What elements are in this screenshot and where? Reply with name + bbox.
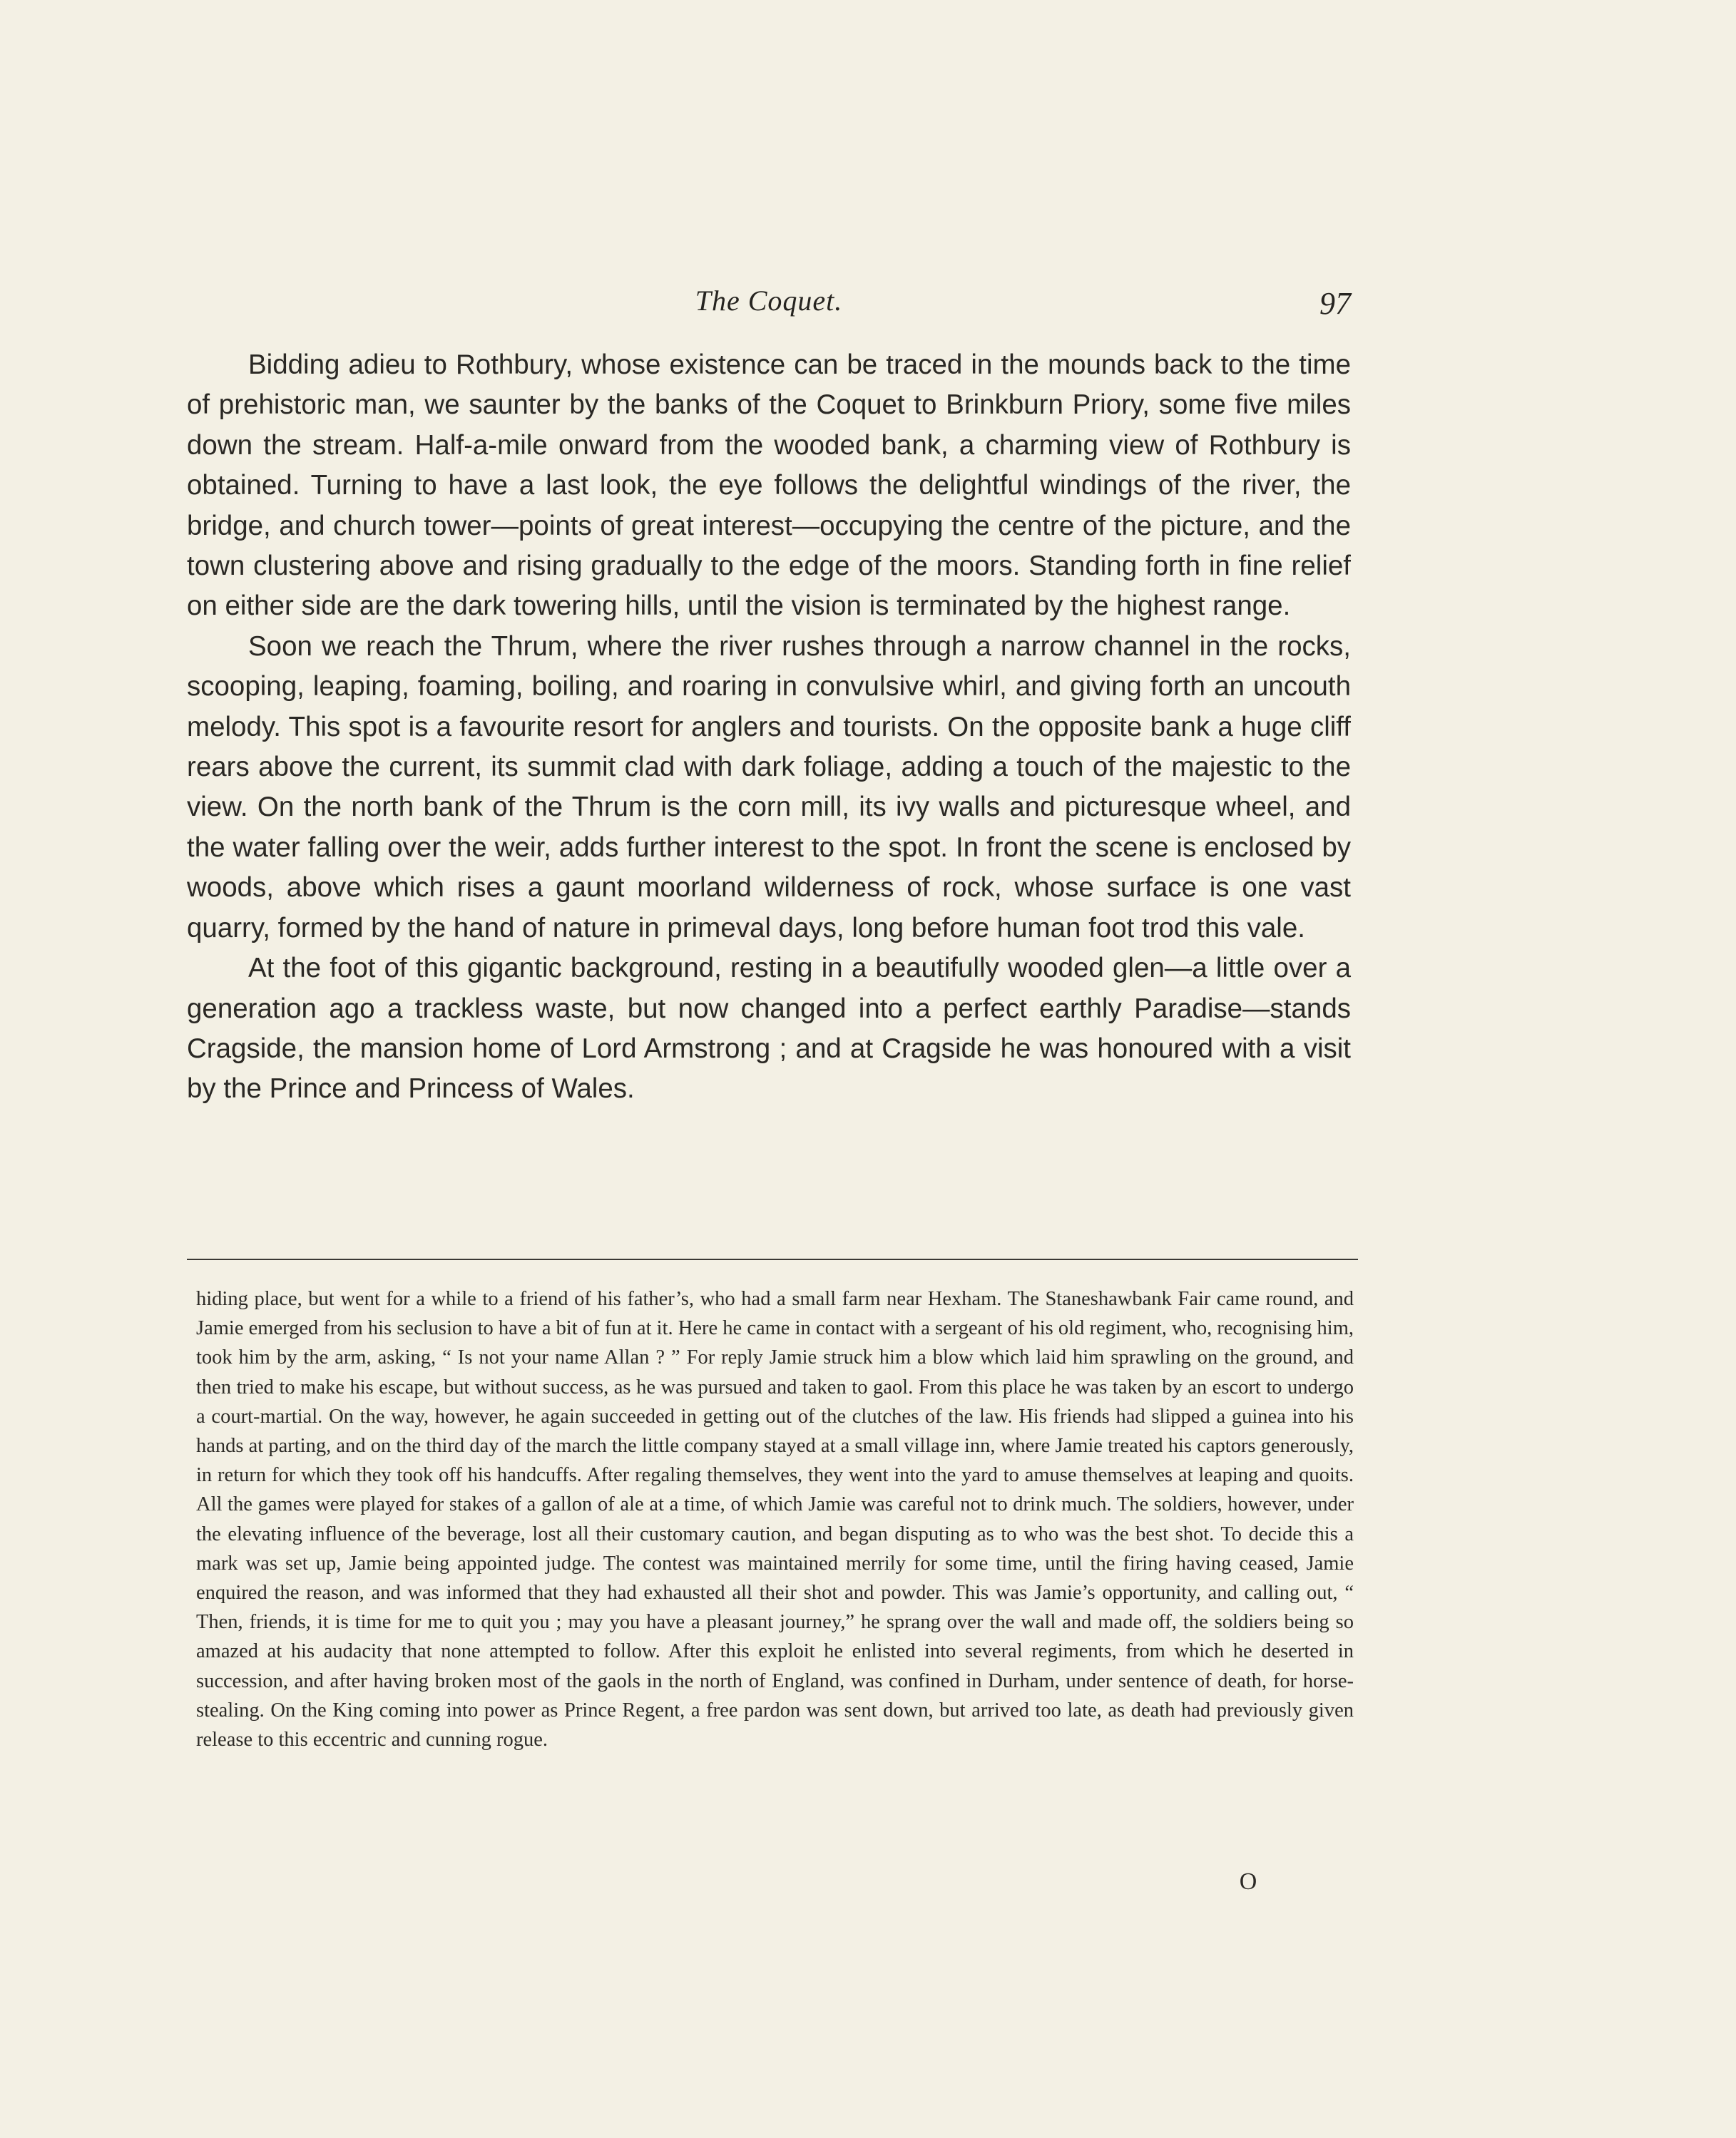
paragraph: At the foot of this gigantic background, resting in a beautifully wooded glen—a little over a generation ago a trackless waste, but now changed into a perfect earthly Paradise—stands Cragside, the mansion home of Lord Armstrong ; and at Cragside he was honoured with a visit by the Prince and Princess of Wales. <box>187 953 1351 1105</box>
footnote-text: hiding place, but went for a while to a friend of his father’s, who had a small farm near Hexham. The Staneshawbank Fair came round, and Jamie emerged from his seclusion to have a bit of fun at it. Here he came in contact with a sergeant of his old regiment, who, recognising him, took him by the arm, asking, “ Is not your name Allan ? ” For reply Jamie struck him a blow which laid him sprawling on the ground, and then tried to make his escape, but without success, as he was pursued and taken to gaol. From this place he was taken by an escort to undergo a court-martial. On the way, however, he again succeeded in getting out of the clutches of the law. His friends had slipped a guinea into his hands at parting, and on the third day of the march the little company stayed at a small village inn, where Jamie treated his captors generously, in return for which they took off his handcuffs. After regaling themselves, they went into the yard to amuse themselves at leaping and quoits. All the games were played for stakes of a gallon of ale at a time, of which Jamie was careful not to drink much. The soldiers, however, under the elevating influence of the beverage, lost all their customary caution, and began disputing as to who was the best shot. To decide this a mark was set up, Jamie being appointed judge. The contest was maintained merrily for some time, until the firing having ceased, Jamie enquired the reason, and was informed that they had exhausted all their shot and powder. This was Jamie’s opportunity, and calling out, “ Then, friends, it is time for me to quit you ; may you have a pleasant journey,” he sprang over the wall and made off, the soldiers being so amazed at his audacity that none attempted to follow. After this exploit he enlisted into several regiments, from which he deserted in succession, and after having broken most of the gaols in the north of England, was confined in Durham, under sentence of death, for horse-stealing. On the King coming into power as Prince Regent, a free pardon was sent down, but arrived too late, as death had previously given release to this eccentric and cunning rogue. <box>196 1288 1354 1751</box>
paragraph: Soon we reach the Thrum, where the river rushes through a narrow channel in the rocks, scooping, leaping, foaming, boiling, and roaring in convulsive whirl, and giving forth an uncouth melody. This spot is a favourite resort for anglers and tourists. On the opposite bank a huge cliff rears above the current, its summit clad with dark foliage, adding a touch of the majestic to the view. On the north bank of the Thrum is the corn mill, its ivy walls and picturesque wheel, and the water falling over the weir, adds further interest to the spot. In front the scene is enclosed by woods, above which rises a gaunt moorland wilderness of rock, whose surface is one vast quarry, formed by the hand of nature in primeval days, long before human foot trod this vale. <box>187 630 1351 943</box>
running-head <box>187 284 1351 327</box>
footnote-divider <box>187 1259 1358 1260</box>
signature-mark: O <box>1239 1868 1257 1895</box>
main-text <box>187 345 1351 1110</box>
running-title: The Coquet. <box>695 285 843 317</box>
page-number: 97 <box>1319 286 1351 321</box>
footnote <box>196 1284 1354 1754</box>
paragraph: Bidding adieu to Rothbury, whose existence can be traced in the mounds back to the time of prehistoric man, we saunter by the banks of the Coquet to Brinkburn Priory, some five miles down the stream. Half-a-mile onward from the wooded bank, a charming view of Rothbury is obtained. Turning to have a last look, the eye follows the delightful windings of the river, the bridge, and church tower—points of great interest—occupying the centre of the picture, and the town clustering above and rising gradually to the edge of the moors. Standing forth in fine relief on either side are the dark towering hills, until the vision is terminated by the highest range. <box>187 349 1351 622</box>
